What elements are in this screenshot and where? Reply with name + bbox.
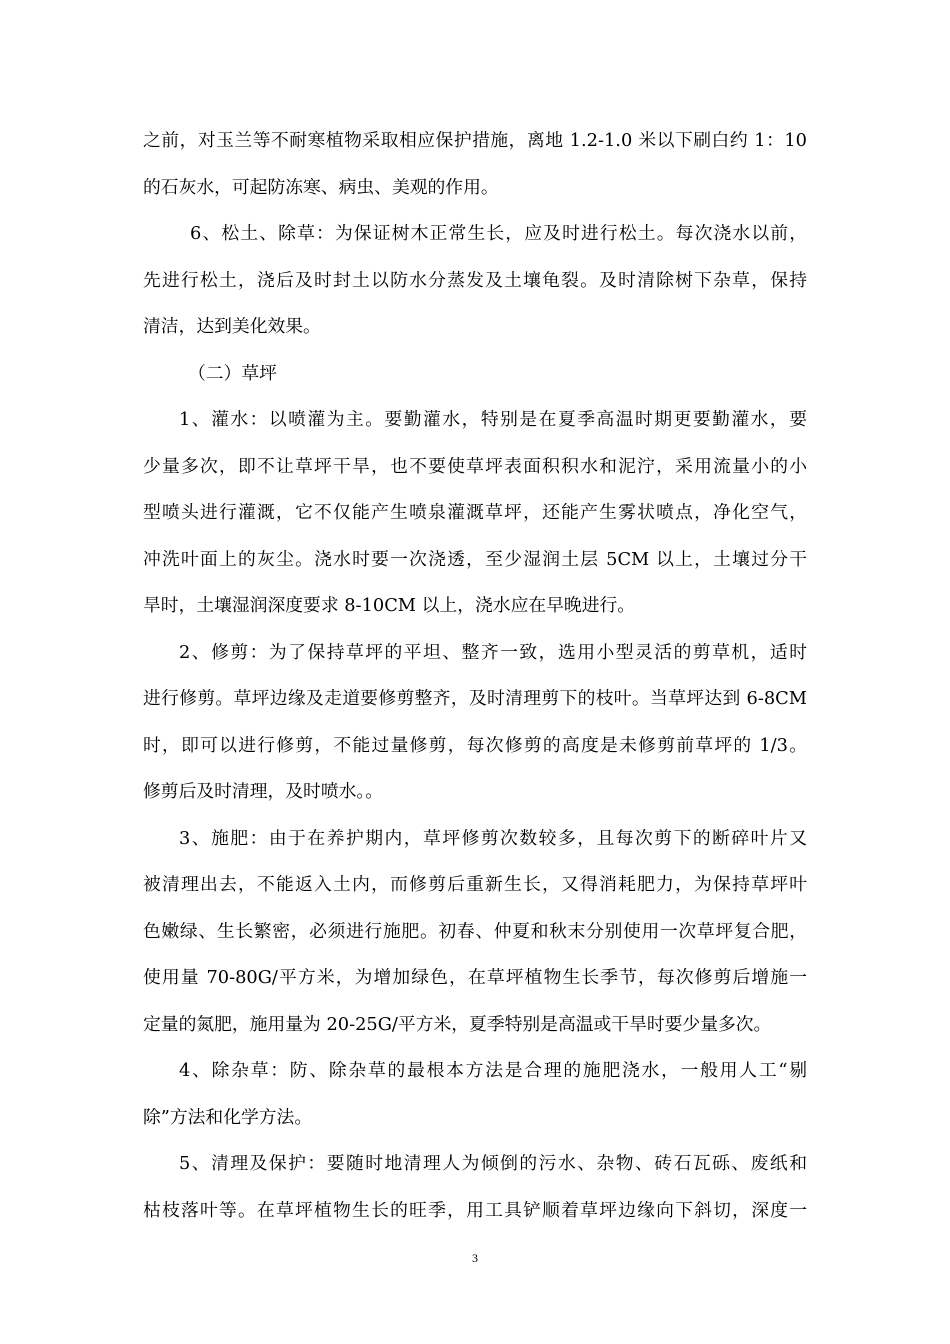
text-line: 枯枝落叶等。在草坪植物生长的旺季，用工具铲顺着草坪边缘向下斜切，深度一 [143, 1199, 807, 1221]
heading-text: （二）草坪 [188, 362, 277, 384]
paragraph-protection-continued [143, 118, 807, 211]
paragraph-trimming [143, 630, 807, 816]
text-line: 修剪后及时清理，及时喷水。。 [143, 781, 384, 802]
paragraph-cleaning [143, 1141, 807, 1234]
text-line: 6、松土、除草：为保证树木正常生长，应及时进行松土。每次浇水以前， [190, 223, 807, 244]
paragraph-fertilizing [143, 816, 807, 1049]
paragraph-loosen-soil [143, 211, 807, 351]
text-line: 的石灰水，可起防冻寒、病虫、美观的作用。 [143, 176, 499, 198]
page-number: 3 [472, 1251, 478, 1265]
text-line: 少量多次，即不让草坪干旱，也不要使草坪表面积积水和泥泞，采用流量小的小 [143, 455, 807, 477]
text-line: 型喷头进行灌溉，它不仅能产生喷泉灌溉草坪，还能产生雾状喷点，净化空气， [143, 502, 807, 523]
text-line: 定量的氮肥，施用量为 20-25G/平方米，夏季特别是高温或干旱时要少量多次。 [143, 1013, 772, 1035]
paragraph-weeding [143, 1048, 807, 1141]
text-line: 1、灌水：以喷灌为主。要勤灌水，特别是在夏季高温时期更要勤灌水，要 [179, 409, 807, 430]
text-line: 3、施肥：由于在养护期内，草坪修剪次数较多，且每次剪下的断碎叶片又 [179, 827, 807, 849]
section-heading-lawn [143, 351, 807, 398]
text-line: 被清理出去，不能返入土内，而修剪后重新生长，又得消耗肥力，为保持草坪叶 [143, 874, 807, 895]
text-line: 使用量 70-80G/平方米，为增加绿色，在草坪植物生长季节，每次修剪后增施一 [143, 967, 807, 988]
text-line: 之前，对玉兰等不耐寒植物采取相应保护措施，离地 1.2-1.0 米以下刷白约 1：10 [143, 130, 807, 151]
text-line: 4、除杂草：防、除杂草的最根本方法是合理的施肥浇水，一般用人工“剔 [179, 1060, 807, 1081]
document-body [143, 118, 807, 1234]
text-line: 除”方法和化学方法。 [143, 1106, 313, 1128]
text-line: 先进行松土，浇后及时封土以防水分蒸发及土壤龟裂。及时清除树下杂草，保持 [143, 269, 807, 291]
text-line: 进行修剪。草坪边缘及走道要修剪整齐，及时清理剪下的枝叶。当草坪达到 6-8CM [143, 688, 807, 709]
text-line: 时，即可以进行修剪，不能过量修剪，每次修剪的高度是未修剪前草坪的 1/3。 [143, 734, 807, 756]
text-line: 2、修剪：为了保持草坪的平坦、整齐一致，选用小型灵活的剪草机，适时 [179, 641, 807, 663]
paragraph-irrigation [143, 397, 807, 630]
text-line: 5、清理及保护：要随时地清理人为倾倒的污水、杂物、砖石瓦砾、废纸和 [179, 1153, 807, 1174]
text-line: 清洁，达到美化效果。 [143, 316, 321, 337]
text-line: 色嫩绿、生长繁密，必须进行施肥。初春、仲夏和秋末分别使用一次草坪复合肥， [143, 920, 807, 942]
text-line: 冲洗叶面上的灰尘。浇水时要一次浇透，至少湿润土层 5CM 以上，土壤过分干 [143, 548, 807, 570]
text-line: 旱时，土壤湿润深度要求 8-10CM 以上，浇水应在早晚进行。 [143, 595, 636, 616]
